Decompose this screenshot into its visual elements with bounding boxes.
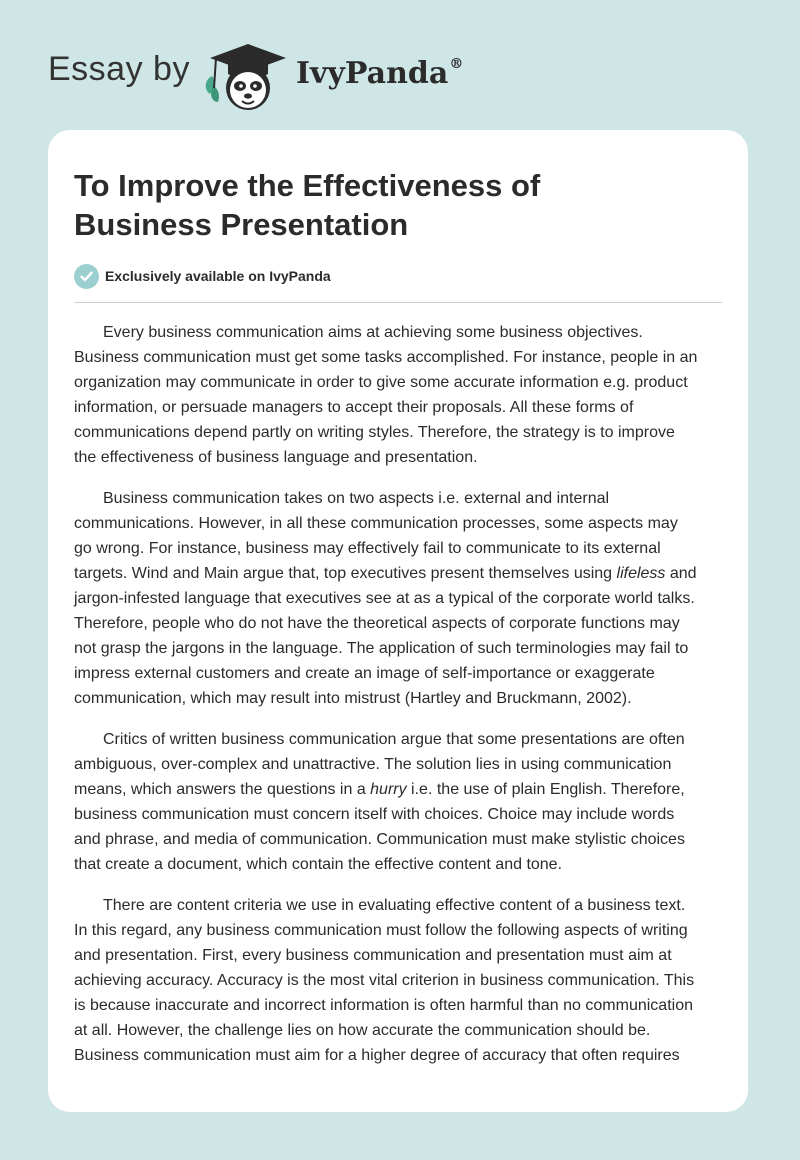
panda-graduate-logo-icon[interactable]	[200, 36, 292, 112]
text-line: Therefore, people who do not have the theoretical aspects of corporate functions may	[74, 615, 680, 632]
text-line: Every business communication aims at achieving some business objectives.	[103, 324, 643, 341]
page-title	[74, 166, 714, 244]
text-line: and presentation. First, every business communication and presentation must aim at	[74, 947, 672, 964]
text-line: There are content criteria we use in evaluating effective content of a business text.	[103, 897, 686, 914]
essay-by-label: Essay by	[48, 50, 190, 88]
text-run: and	[665, 565, 697, 582]
text-line: jargon-infested language that executives see at as a typical of the corporate world talks.	[74, 590, 695, 607]
text-line: the effectiveness of business language and presentation.	[74, 449, 478, 466]
paragraph-3	[74, 727, 726, 877]
text-line	[74, 777, 726, 802]
title-line-2: Business Presentation	[74, 207, 409, 242]
text-line: communications. However, in all these communication processes, some aspects may	[74, 515, 678, 532]
paragraph-4	[74, 893, 726, 1068]
exclusive-label: Exclusively available on IvyPanda	[105, 268, 331, 284]
divider	[74, 302, 722, 303]
text-line: at all. However, the challenge lies on how accurate the communication should be.	[74, 1022, 651, 1039]
ivypanda-brand[interactable]	[296, 56, 463, 91]
text-line: impress external customers and create an image of self-importance or exaggerate	[74, 665, 655, 682]
text-line: achieving accuracy. Accuracy is the most vital criterion in business communication. This	[74, 972, 695, 989]
text-line: organization may communicate in order to give some accurate information e.g. product	[74, 374, 688, 391]
paragraph-2	[74, 486, 726, 711]
check-icon	[74, 264, 99, 289]
text-line: communication, which may result into mistrust (Hartley and Bruckmann, 2002).	[74, 690, 632, 707]
text-line: In this regard, any business communication must follow the following aspects of writing	[74, 922, 688, 939]
site-header	[48, 36, 548, 116]
text-line: go wrong. For instance, business may effectively fail to communicate to its external	[74, 540, 661, 557]
exclusive-notice	[74, 263, 331, 289]
text-line: is because inaccurate and incorrect information is often harmful than no communication	[74, 997, 693, 1014]
title-line-1: To Improve the Effectiveness of	[74, 168, 541, 203]
text-line: not grasp the jargons in the language. The application of such terminologies may fail to	[74, 640, 689, 657]
text-line: Critics of written business communication argue that some presentations are often	[103, 731, 685, 748]
emphasis-hurry: hurry	[370, 781, 407, 798]
text-line: Business communication takes on two aspects i.e. external and internal	[103, 490, 610, 507]
registered-mark: ®	[449, 56, 464, 72]
essay-body	[74, 320, 726, 1084]
text-line: information, or persuade managers to accept their proposals. All these forms of	[74, 399, 634, 416]
text-line: and phrase, and media of communication. Communication must make stylistic choices	[74, 831, 685, 848]
text-line: communications depend partly on writing styles. Therefore, the strategy is to improve	[74, 424, 675, 441]
text-line: Business communication must get some tasks accomplished. For instance, people in an	[74, 349, 698, 366]
essay-card	[48, 130, 748, 1112]
text-run: means, which answers the questions in a	[74, 781, 371, 798]
text-line: ambiguous, over-complex and unattractive. The solution lies in using communication	[74, 756, 672, 773]
text-run: targets. Wind and Main argue that, top executives present themselves using	[74, 565, 617, 582]
text-line: that create a document, which contain the effective content and tone.	[74, 856, 563, 873]
emphasis-lifeless: lifeless	[616, 565, 666, 582]
paragraph-1	[74, 320, 726, 470]
brand-name: IvyPanda	[296, 56, 449, 91]
text-line	[74, 561, 726, 586]
text-line: Business communication must aim for a higher degree of accuracy that often requires	[74, 1047, 680, 1064]
text-line: business communication must concern itself with choices. Choice may include words	[74, 806, 675, 823]
text-run: i.e. the use of plain English. Therefore,	[406, 781, 685, 798]
